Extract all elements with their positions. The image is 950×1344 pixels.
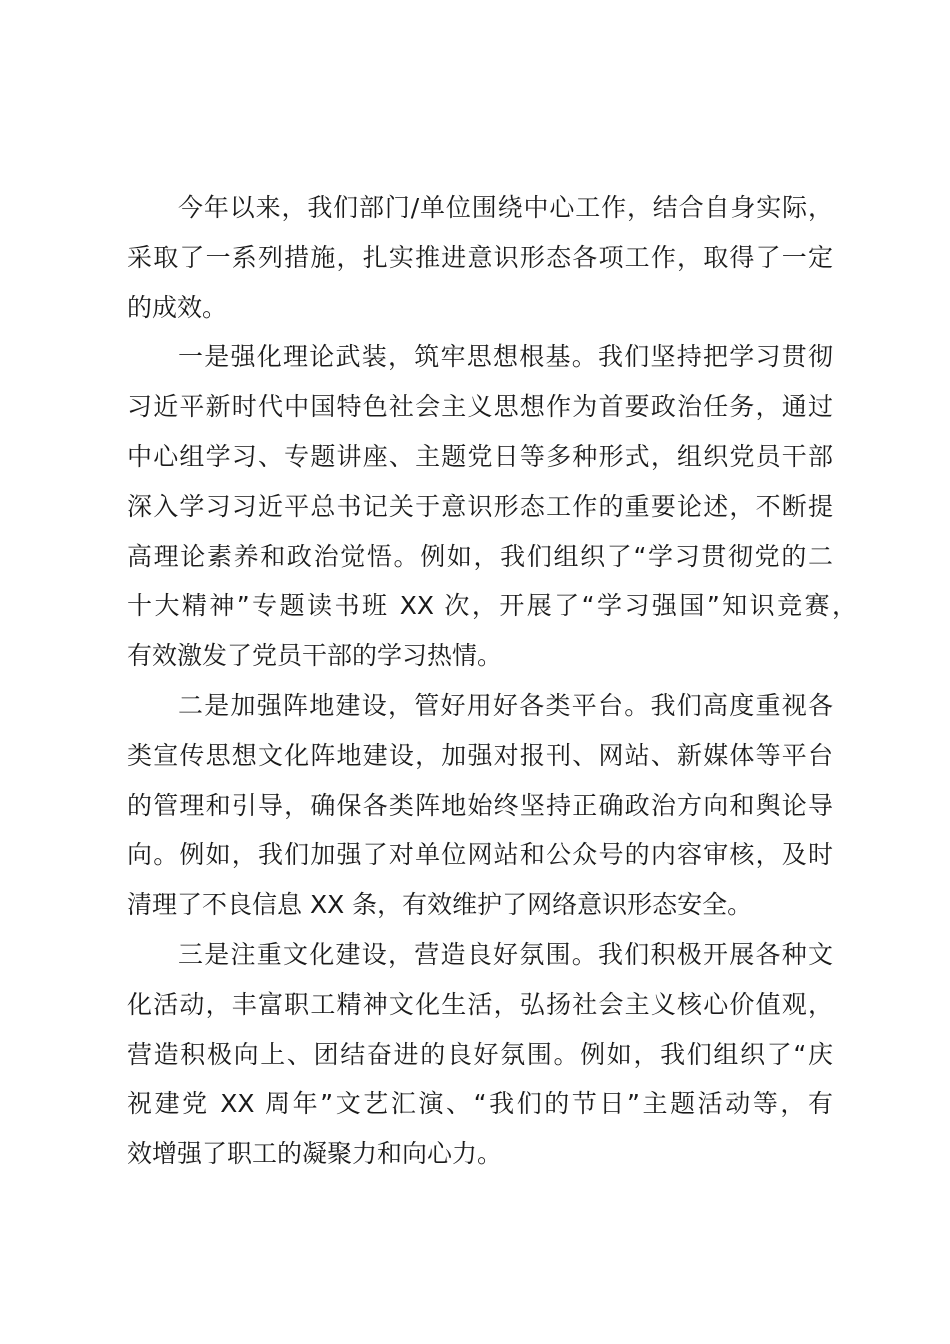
- text-line: 三是注重文化建设，营造良好氛围。我们积极开展各种文: [178, 939, 833, 969]
- text-line: 向。例如，我们加强了对单位网站和公众号的内容审核，及时: [127, 840, 833, 870]
- paragraph-culture: [127, 930, 833, 1179]
- text-line: 类宣传思想文化阵地建设，加强对报刊、网站、新媒体等平台: [127, 740, 833, 770]
- text-line: 的管理和引导，确保各类阵地始终坚持正确政治方向和舆论导: [127, 790, 833, 820]
- text-line: 清理了不良信息 XX 条，有效维护了网络意识形态安全。: [127, 890, 753, 920]
- text-line: 营造积极向上、团结奋进的良好氛围。例如，我们组织了“庆: [127, 1039, 833, 1069]
- text-line: 效增强了职工的凝聚力和向心力。: [127, 1139, 503, 1169]
- text-line: 习近平新时代中国特色社会主义思想作为首要政治任务，通过: [127, 392, 833, 422]
- text-line: 的成效。: [127, 292, 228, 322]
- text-line: 二是加强阵地建设，管好用好各类平台。我们高度重视各: [178, 690, 833, 720]
- text-line: 中心组学习、专题讲座、主题党日等多种形式，组织党员干部: [127, 441, 833, 471]
- text-line: 有效激发了党员干部的学习热情。: [127, 641, 503, 671]
- text-line: 十大精神”专题读书班 XX 次，开展了“学习强国”知识竞赛，: [127, 591, 857, 621]
- text-line: 一是强化理论武装，筑牢思想根基。我们坚持把学习贯彻: [178, 342, 833, 372]
- text-line: 今年以来，我们部门/单位围绕中心工作，结合自身实际，: [178, 193, 833, 222]
- text-line: 化活动，丰富职工精神文化生活，弘扬社会主义核心价值观，: [127, 989, 833, 1019]
- text-line: 深入学习习近平总书记关于意识形态工作的重要论述，不断提: [127, 491, 833, 521]
- text-line: 高理论素养和政治觉悟。例如，我们组织了“学习贯彻党的二: [127, 541, 833, 571]
- text-line: 祝建党 XX 周年”文艺汇演、“我们的节日”主题活动等，有: [127, 1089, 833, 1119]
- paragraph-intro: [127, 183, 833, 332]
- paragraph-platforms: [127, 681, 833, 930]
- text-line: 采取了一系列措施，扎实推进意识形态各项工作，取得了一定: [127, 242, 833, 272]
- document-body: [127, 183, 857, 1179]
- paragraph-theory: [127, 332, 857, 681]
